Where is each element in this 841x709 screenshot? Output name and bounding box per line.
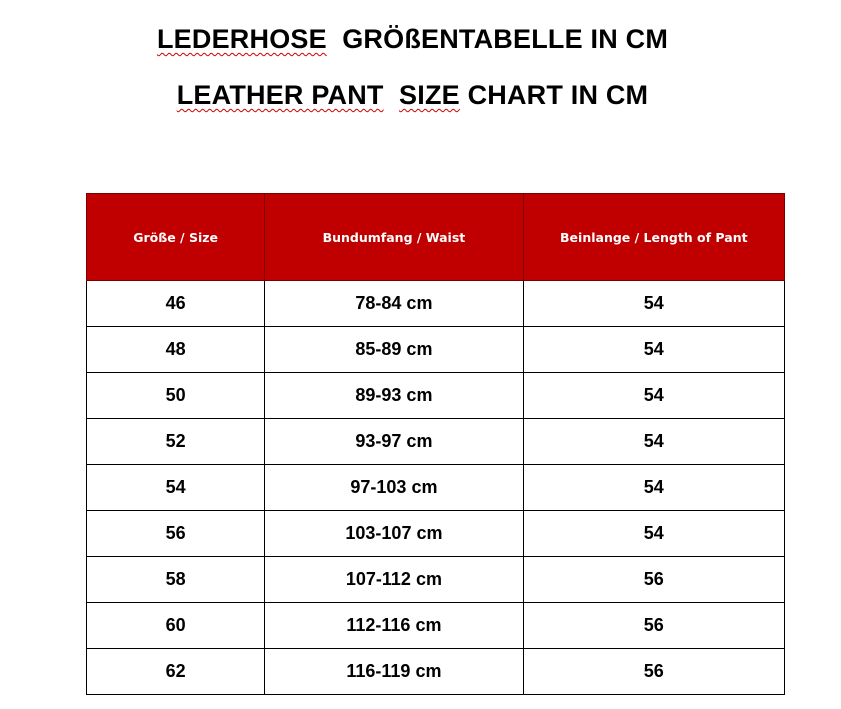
cell-length: 56 xyxy=(523,557,784,603)
title-english-word-3: CHART IN CM xyxy=(467,80,649,110)
cell-waist: 78-84 cm xyxy=(265,281,523,327)
cell-length: 54 xyxy=(523,327,784,373)
cell-waist: 103-107 cm xyxy=(265,511,523,557)
cell-size: 62 xyxy=(87,649,265,695)
title-german-word-3: IN CM xyxy=(590,24,669,54)
table-row xyxy=(87,465,785,511)
cell-waist: 97-103 cm xyxy=(265,465,523,511)
table-row xyxy=(87,373,785,419)
title-english-word-1: LEATHER PANT xyxy=(176,80,384,110)
cell-size: 52 xyxy=(87,419,265,465)
table-header-row xyxy=(87,194,785,281)
table-row xyxy=(87,649,785,695)
header-waist: Bundumfang / Waist xyxy=(265,194,523,281)
title-german-word-1: LEDERHOSE xyxy=(156,24,327,54)
cell-waist: 116-119 cm xyxy=(265,649,523,695)
cell-waist: 85-89 cm xyxy=(265,327,523,373)
cell-size: 60 xyxy=(87,603,265,649)
cell-size: 54 xyxy=(87,465,265,511)
cell-waist: 107-112 cm xyxy=(265,557,523,603)
table-body xyxy=(87,281,785,695)
table-row xyxy=(87,603,785,649)
cell-size: 58 xyxy=(87,557,265,603)
table-row xyxy=(87,419,785,465)
header-size: Größe / Size xyxy=(87,194,265,281)
cell-size: 46 xyxy=(87,281,265,327)
cell-length: 54 xyxy=(523,281,784,327)
cell-waist: 93-97 cm xyxy=(265,419,523,465)
title-english xyxy=(0,80,833,111)
cell-length: 56 xyxy=(523,649,784,695)
cell-length: 54 xyxy=(523,373,784,419)
cell-size: 48 xyxy=(87,327,265,373)
table-row xyxy=(87,557,785,603)
size-chart-table xyxy=(86,193,785,695)
title-german xyxy=(0,24,833,55)
cell-waist: 112-116 cm xyxy=(265,603,523,649)
cell-size: 50 xyxy=(87,373,265,419)
table-row xyxy=(87,511,785,557)
table-row xyxy=(87,327,785,373)
cell-size: 56 xyxy=(87,511,265,557)
header-length: Beinlange / Length of Pant xyxy=(523,194,784,281)
title-english-word-2: SIZE xyxy=(399,80,460,110)
cell-length: 54 xyxy=(523,511,784,557)
table-row xyxy=(87,281,785,327)
title-german-word-2: GRÖßENTABELLE xyxy=(342,24,583,54)
cell-length: 54 xyxy=(523,419,784,465)
cell-length: 56 xyxy=(523,603,784,649)
cell-length: 54 xyxy=(523,465,784,511)
cell-waist: 89-93 cm xyxy=(265,373,523,419)
